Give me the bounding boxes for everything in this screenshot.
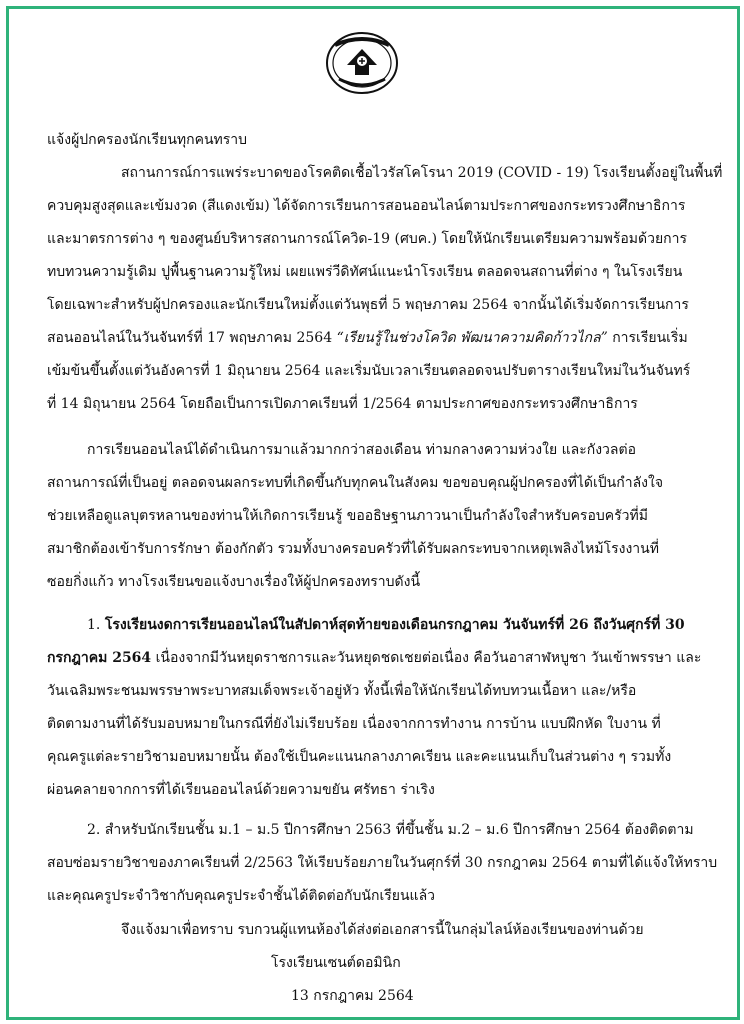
item1-line: วันเฉลิมพระชนมพรรษาพระบาทสมเด็จพระเจ้าอยู่หัว ทั้งนี้เพื่อให้นักเรียนได้ทบทวนเนื้อหา และ/หรือ <box>47 683 637 699</box>
slogan-text: “เรียนรู้ในช่วงโควิด พัฒนาความคิดก้าวไกล” <box>336 330 608 346</box>
greeting: แจ้งผู้ปกครองนักเรียนทุกคนทราบ <box>47 132 248 148</box>
item1-text: เนื่องจากมีวันหยุดราชการและวันหยุดชดเชยต่อเนื่อง คือวันอาสาฬหบูชา วันเข้าพรรษา และ <box>151 650 702 666</box>
para1-line-slogan <box>47 327 688 349</box>
para2-line: ซอยกิ่งแก้ว ทางโรงเรียนขอแจ้งบางเรื่องให้ผู้ปกครองทราบดังนี้ <box>47 574 421 590</box>
para2-line: สถานการณ์ที่เป็นอยู่ ตลอดจนผลกระทบที่เกิดขึ้นกับทุกคนในสังคม ขอขอบคุณผู้ปกครองที่ได้เป็นกำลังใจ <box>47 475 664 491</box>
document <box>9 9 737 1017</box>
para1-line: สถานการณ์การแพร่ระบาดของโรคติดเชื้อไวรัสโคโรนา 2019 (COVID - 19) โรงเรียนตั้งอยู่ในพื้นที่ <box>121 165 723 181</box>
para1-line: เข้มข้นขึ้นตั้งแต่วันอังคารที่ 1 มิถุนายน 2564 และเริ่มนับเวลาเรียนตลอดจนปรับตารางเรียนใหม่ในวันจันทร์ <box>47 363 691 379</box>
signature-school-name: โรงเรียนเซนต์ดอมินิก <box>271 955 401 971</box>
para1-line: ควบคุมสูงสุดและเข้มงวด (สีแดงเข้ม) ได้จัดการเรียนการสอนออนไลน์ตามประกาศของกระทรวงศึกษาธิการ <box>47 198 686 214</box>
item2-line <box>87 819 694 841</box>
item1-number: 1. <box>87 617 101 633</box>
para1-line-end: การเรียนเริ่ม <box>607 330 688 346</box>
para1-line: ที่ 14 มิถุนายน 2564 โดยถือเป็นการเปิดภาคเรียนที่ 1/2564 ตามประกาศของกระทรวงศึกษาธิการ <box>47 396 638 412</box>
para2-line: ช่วยเหลือดูแลบุตรหลานของท่านให้เกิดการเรียนรู้ ขออธิษฐานภาวนาเป็นกำลังใจสำหรับครอบครัวที่มี <box>47 508 648 524</box>
item2-number: 2. <box>87 822 101 838</box>
item2-line: สอบซ่อมรายวิชาของภาคเรียนที่ 2/2563 ให้เรียบร้อยภายในวันศุกร์ที่ 30 กรกฎาคม 2564 ตามที่ได้แจ้งให้ทราบ <box>47 855 718 871</box>
para1-line: ทบทวนความรู้เดิม ปูพื้นฐานความรู้ใหม่ เผยแพร่วีดิทัศน์แนะนำโรงเรียน ตลอดจนสถานที่ต่าง ๆ ในโรงเรียน <box>47 264 683 280</box>
item1-line <box>47 647 701 669</box>
para2-line: การเรียนออนไลน์ได้ดำเนินการมาแล้วมากกว่าสองเดือน ท่ามกลางความห่วงใย และกังวลต่อ <box>87 442 636 458</box>
closing-text: จึงแจ้งมาเพื่อทราบ รบกวนผู้แทนห้องได้ส่งต่อเอกสารนี้ในกลุ่มไลน์ห้องเรียนของท่านด้วย <box>121 922 644 938</box>
item1-bold-date: กรกฎาคม 2564 <box>47 650 152 666</box>
item2-text: สำหรับนักเรียนชั้น ม.1 – ม.5 ปีการศึกษา 2563 ที่ขึ้นชั้น ม.2 – ม.6 ปีการศึกษา 2564 ต้องติดตาม <box>104 822 694 838</box>
para1-line: และมาตรการต่าง ๆ ของศูนย์บริหารสถานการณ์โควิด-19 (ศบค.) โดยให้นักเรียนเตรียมความพร้อมด้วยการ <box>47 231 688 247</box>
item1-line <box>87 614 685 636</box>
item1-line: ผ่อนคลายจากการที่ได้เรียนออนไลน์ด้วยความขยัน ศรัทธา ร่าเริง <box>47 782 435 798</box>
school-seal-logo <box>325 31 399 95</box>
document-date: 13 กรกฎาคม 2564 <box>291 988 414 1004</box>
para1-line-start: สอนออนไลน์ในวันจันทร์ที่ 17 พฤษภาคม 2564 <box>47 330 337 346</box>
item1-line: คุณครูแต่ละรายวิชามอบหมายนั้น ต้องใช้เป็นคะแนนกลางภาคเรียน และคะแนนเก็บในส่วนต่าง ๆ รวมทั้ง <box>47 749 672 765</box>
para2-line: สมาชิกต้องเข้ารับการรักษา ต้องกักตัว รวมทั้งบางครอบครัวที่ได้รับผลกระทบจากเหตุเพลิงไหม้โรงงานที่ <box>47 541 659 557</box>
para1-line: โดยเฉพาะสำหรับผู้ปกครองและนักเรียนใหม่ตั้งแต่วันพุธที่ 5 พฤษภาคม 2564 จากนั้นได้เริ่มจัดการเรียนการ <box>47 297 689 313</box>
page-frame <box>6 6 740 1020</box>
item1-bold-text: โรงเรียนงดการเรียนออนไลน์ในสัปดาห์สุดท้ายของเดือนกรกฎาคม วันจันทร์ที่ 26 ถึงวันศุกร์ที่ 30 <box>104 617 685 633</box>
item1-line: ติดตามงานที่ได้รับมอบหมายในกรณีที่ยังไม่เรียบร้อย เนื่องจากการทำงาน การบ้าน แบบฝึกหัด ใบงาน ที่ <box>47 716 661 732</box>
item2-line: และคุณครูประจำวิชากับคุณครูประจำชั้นได้ติดต่อกับนักเรียนแล้ว <box>47 888 436 904</box>
